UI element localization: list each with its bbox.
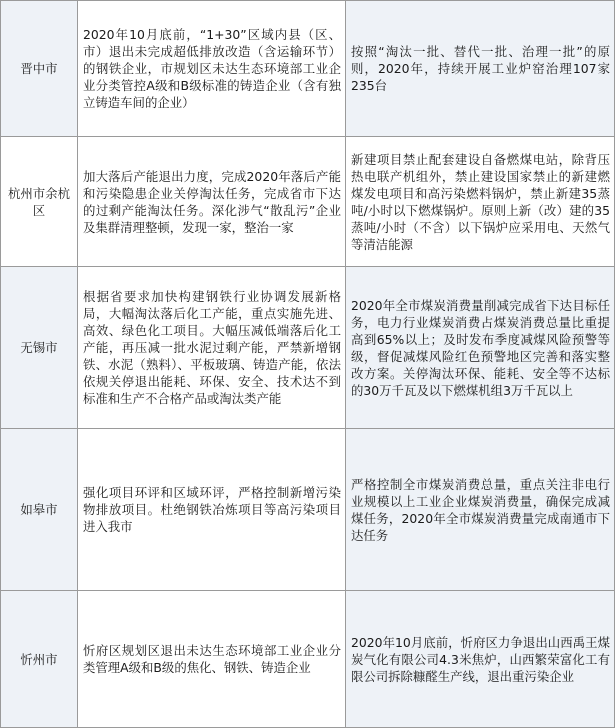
energy-measure-text: 严格控制全市煤炭消费总量，重点关注非电行业规模以上工业企业煤炭消费量，确保完成减煤任务，2020年全市煤炭消费量完成南通市下达任务 bbox=[351, 476, 610, 543]
capacity-measure-cell bbox=[78, 591, 346, 728]
capacity-measure-text: 2020年10月底前，“1+30”区域内县（区、市）退出未完成超低排放改造（含运输环节）的钢铁企业，市规划区未达生态环境部工业企业分类管控A级和B级标准的铸造企业（含有独立铸造车间的企业） bbox=[83, 27, 341, 110]
capacity-measure-cell bbox=[78, 429, 346, 591]
table-row bbox=[1, 137, 615, 267]
city-name: 晋中市 bbox=[20, 61, 58, 76]
capacity-measure-text: 强化项目环评和区域环评，严格控制新增污染物排放项目。杜绝钢铁冶炼项目等高污染项目进入我市 bbox=[83, 485, 341, 534]
energy-measure-text: 2020年10月底前，忻府区力争退出山西禹王煤炭气化有限公司4.3米焦炉，山西繁荣富化工有限公司拆除糠醛生产线，退出重污染企业 bbox=[351, 634, 610, 684]
capacity-measure-cell bbox=[78, 1, 346, 137]
energy-measure-cell bbox=[346, 267, 615, 429]
table-row bbox=[1, 591, 615, 728]
capacity-measure-cell bbox=[78, 267, 346, 429]
capacity-measure-text: 根据省要求加快构建钢铁行业协调发展新格局，大幅淘汰落后化工产能，重点实施先进、高效、绿色化工项目。大幅压减低端落后化工产能，再压减一批水泥过剩产能，严禁新增钢铁、水泥（熟料）、平板玻璃、铸造产能，依法依规关停退出能耗、环保、安全、技术达不到标准和生产不合格产品或淘汰类产能 bbox=[83, 289, 341, 406]
table-row bbox=[1, 267, 615, 429]
energy-measure-text: 2020年全市煤炭消费量削减完成省下达目标任务，电力行业煤炭消费占煤炭消费总量比重提高到65%以上；及时发布季度减煤风险预警等级，督促减煤风险红色预警地区完善和落实整改方案。关停淘汰环保、能耗、安全等不达标的30万千瓦及以下燃煤机组3万千瓦以上 bbox=[351, 297, 610, 398]
energy-measure-text: 新建项目禁止配套建设自备燃煤电站，除背压热电联产机组外，禁止建设国家禁止的新建燃煤发电项目和高污染燃料锅炉，禁止新建35蒸吨/小时以下燃煤锅炉。原则上新（改）建的35蒸吨/小时（不含）以下锅炉应采用电、天然气等清洁能源 bbox=[351, 151, 610, 252]
city-cell bbox=[1, 591, 78, 728]
table-row bbox=[1, 429, 615, 591]
table-row bbox=[1, 1, 615, 137]
city-cell bbox=[1, 137, 78, 267]
city-cell bbox=[1, 429, 78, 591]
energy-measure-cell bbox=[346, 1, 615, 137]
energy-measure-cell bbox=[346, 591, 615, 728]
city-name: 如皋市 bbox=[20, 502, 58, 517]
energy-measure-cell bbox=[346, 429, 615, 591]
city-name: 忻州市 bbox=[20, 651, 58, 667]
capacity-measure-text: 忻府区规划区退出未达生态环境部工业企业分类管理A级和B级的焦化、钢铁、铸造企业 bbox=[83, 643, 341, 675]
capacity-measure-text: 加大落后产能退出力度，完成2020年落后产能和污染隐患企业关停淘汰任务，完成省市下达的过剩产能淘汰任务。深化涉气“散乱污”企业及集群清理整顿，发现一家，整治一家 bbox=[83, 168, 341, 235]
energy-measure-cell bbox=[346, 137, 615, 267]
capacity-measure-cell bbox=[78, 137, 346, 267]
city-name: 无锡市 bbox=[20, 340, 58, 355]
city-cell bbox=[1, 267, 78, 429]
city-name: 杭州市余杭区 bbox=[8, 185, 70, 218]
energy-measure-text: 按照“淘汰一批、替代一批、治理一批”的原则，2020年，持续开展工业炉窑治理107家235台 bbox=[351, 44, 610, 93]
city-cell bbox=[1, 1, 78, 137]
